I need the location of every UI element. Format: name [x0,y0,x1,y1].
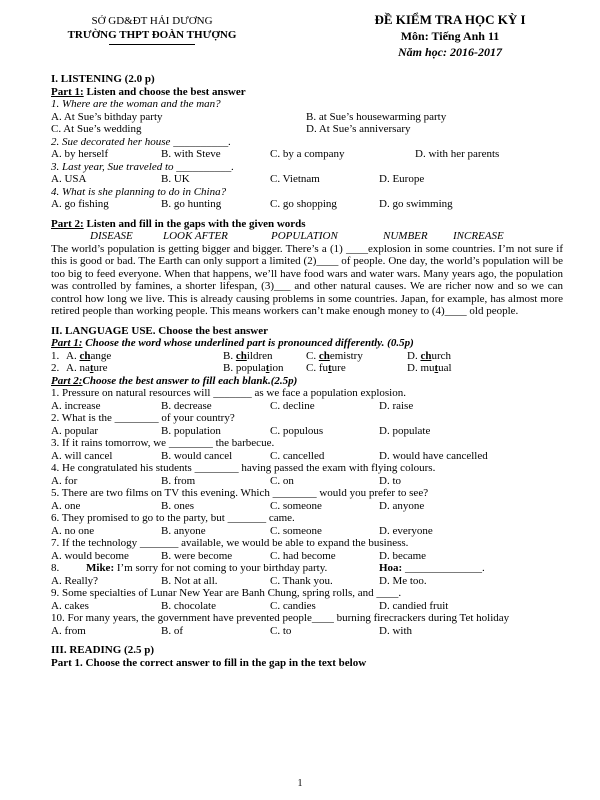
reading-part1-heading: Part 1. Choose the correct answer to fill in the gap in the text below [51,656,367,669]
answer-option[interactable]: C. cancelled [270,449,325,462]
answer-option[interactable]: C. someone [270,499,322,512]
answer-option[interactable]: A. will cancel [51,449,113,462]
language-questions [51,387,563,562]
answer-option[interactable]: A. cakes [51,599,89,612]
answer-option[interactable]: D. mutual [407,362,452,374]
pronunciation-row [51,350,563,363]
answer-option[interactable]: B. were become [161,549,233,562]
answer-option[interactable]: A. go fishing [51,198,109,210]
answer-option[interactable]: C. go shopping [270,198,337,210]
answer-option[interactable]: C. on [270,474,294,487]
exam-subject: Môn: Tiếng Anh 11 [400,29,500,43]
answer-option[interactable]: B. ones [161,499,194,512]
word-bank-item: INCREASE [453,230,504,242]
answer-option[interactable]: B. population [223,362,284,374]
word-bank-item: DISEASE [90,230,133,242]
answer-option[interactable]: D. everyone [379,524,433,537]
answer-option[interactable]: C. had become [270,549,336,562]
answer-option[interactable]: A. from [51,624,86,637]
question-text: 6. They promised to go to the party, but _______ came. [51,512,295,524]
language-questions-continued [51,587,563,637]
answer-row [51,625,563,638]
answer-row [51,173,563,186]
answer-option[interactable]: C. decline [270,399,315,412]
answer-option[interactable]: A. would become [51,549,129,562]
question-text: 1. Where are the woman and the man? [51,98,221,110]
school-year: Năm học: 2016-2017 [398,45,502,59]
answer-row [51,500,563,513]
answer-option[interactable]: C. to [270,624,292,637]
school-name: TRƯỜNG THPT ĐOÀN THƯỢNG [67,29,237,41]
answer-option[interactable]: A. Really? [51,574,99,587]
answer-option[interactable]: D. with her parents [415,148,500,160]
answer-option[interactable]: A. At Sue’s bithday party [51,110,163,123]
answer-option[interactable]: C. someone [270,524,322,537]
answer-option[interactable]: D. raise [379,399,414,412]
question-text: 1. Pressure on natural resources will _______ as we face a population explosion. [51,387,406,399]
answer-option[interactable]: A. nature [66,362,108,374]
pronunciation-row [51,362,563,375]
answer-row [51,123,563,136]
section-reading-title: III. READING (2.5 p) [51,644,154,656]
question-text: 4. What is she planning to do in China? [51,185,227,198]
answer-row [51,525,563,538]
answer-row [51,475,563,488]
answer-option[interactable]: B. decrease [161,399,212,412]
word-bank-item: NUMBER [383,230,428,242]
answer-option[interactable]: C. Vietnam [270,173,320,185]
section-listening-title: I. LISTENING (2.0 p) [51,73,155,85]
question-text: 10. For many years, the government have prevented people____ burning firecrackers during Tet holiday [51,612,510,624]
answer-option[interactable]: D. to [379,474,401,487]
answer-row [51,425,563,438]
answer-option[interactable]: A. for [51,474,78,487]
answer-option[interactable]: D. Europe [379,173,425,185]
answer-option[interactable]: D. go swimming [379,198,453,210]
section-language-title: II. LANGUAGE USE. Choose the best answer [51,324,268,337]
header-right [300,12,600,60]
listening-part1-heading: Part 1: Listen and choose the best answer [51,85,246,98]
answer-option[interactable]: D. anyone [379,499,425,512]
answer-option[interactable]: B. of [161,624,183,637]
question-text: 7. If the technology _______ available, we would be able to expand the business. [51,537,409,549]
answer-row [51,575,563,588]
question-number: 1. [51,349,60,362]
answer-option[interactable]: D. Me too. [379,574,427,587]
header-left [52,14,252,45]
answer-option[interactable]: D. with [379,624,412,637]
answer-option[interactable]: B. from [161,474,196,487]
answer-row [51,450,563,463]
answer-option[interactable]: B. go hunting [161,198,222,210]
answer-option[interactable]: A. popular [51,424,99,437]
answer-option[interactable]: A. change [66,349,112,362]
listening-part2-heading: Part 2: Listen and fill in the gaps with the given words [51,217,306,230]
answer-option[interactable]: C. future [306,362,346,374]
department-name: SỞ GD&ĐT HẢI DƯƠNG [91,15,213,27]
answer-option[interactable]: A. no one [51,524,95,537]
answer-option[interactable]: C. chemistry [306,349,363,362]
answer-option[interactable]: A. USA [51,173,87,185]
question-text: 2. Sue decorated her house __________. [51,135,231,148]
question-text: 2. What is the ________ of your country? [51,412,235,424]
answer-option[interactable]: A. by herself [51,148,109,160]
answer-option[interactable]: D. populate [379,424,431,437]
answer-option[interactable]: C. At Sue’s wedding [51,123,142,135]
page-number: 1 [297,778,303,789]
language-part2-heading: Part 2:Choose the best answer to fill each blank.(2.5p) [51,374,298,387]
answer-option[interactable]: B. population [161,424,221,437]
exam-content [51,73,563,669]
header-divider [109,44,195,45]
answer-option[interactable]: B. children [223,349,273,362]
answer-option[interactable]: D. became [379,549,427,562]
question-number: 2. [51,362,60,374]
question-text: 5. There are two films on TV this evening. Which ________ would you prefer to see? [51,487,429,499]
answer-option[interactable]: B. with Steve [161,148,221,160]
answer-option[interactable]: A. increase [51,399,101,412]
question-text: 9. Some specialties of Lunar New Year are Banh Chung, spring rolls, and ____. [51,587,402,599]
answer-option[interactable]: B. anyone [161,524,206,537]
answer-option[interactable]: D. At Sue’s anniversary [306,123,411,135]
answer-row [51,111,563,124]
answer-row [51,198,563,211]
answer-option[interactable]: C. candies [270,599,316,612]
answer-option[interactable]: B. at Sue’s housewarming party [306,110,447,123]
answer-option[interactable]: B. Not at all. [161,574,218,587]
word-bank-item: LOOK AFTER [163,230,228,242]
answer-row [51,600,563,613]
answer-row [51,550,563,563]
question-text: 3. If it rains tomorrow, we ________ the barbecue. [51,437,275,449]
word-bank [51,230,563,243]
answer-option[interactable]: A. one [51,499,81,512]
answer-option[interactable]: B. chocolate [161,599,216,612]
answer-row [51,148,563,161]
answer-option[interactable]: B. UK [161,173,190,185]
question-text: 3. Last year, Sue traveled to __________. [51,160,235,173]
listening-passage: The world’s population is getting bigger and bigger. There’s a (1) ____explosion in some countries. I’m not sure if this is good or bad. The Earth can only support a limited (2)____ of people. One day, the world’s population will be too big to feed everyone. When that happens, we’ll have food wars and water wars. Many years ago, the population was controlled by famines, a shorter lifespan, (3)___ and other natural causes. We are richer now and so we can control how long we live. This is already causing problems in some countries. Japan, for example, has almost more retired people than working people. This means workers can’t make enough money to (4)____ old people. [51,242,563,317]
language-part1-heading: Part 1: Choose the word whose underlined part is pronounced differently. (0.5p) [51,337,414,349]
answer-option[interactable]: C. Thank you. [270,574,333,587]
answer-option[interactable]: D. church [407,349,451,362]
answer-option[interactable]: D. would have cancelled [379,449,488,462]
answer-option[interactable]: C. by a company [270,148,345,160]
dialogue-question: 8. Mike: I’m sorry for not coming to your birthday party. Hoa: ______________. [51,562,485,574]
answer-option[interactable]: C. populous [270,424,324,437]
answer-option[interactable]: B. would cancel [161,449,233,462]
answer-option[interactable]: D. candied fruit [379,599,449,612]
question-text: 4. He congratulated his students ________ having passed the exam with flying colours. [51,462,436,474]
word-bank-item: POPULATION [271,230,338,242]
answer-row [51,400,563,413]
exam-title: ĐỀ KIỂM TRA HỌC KỲ I [374,12,526,27]
